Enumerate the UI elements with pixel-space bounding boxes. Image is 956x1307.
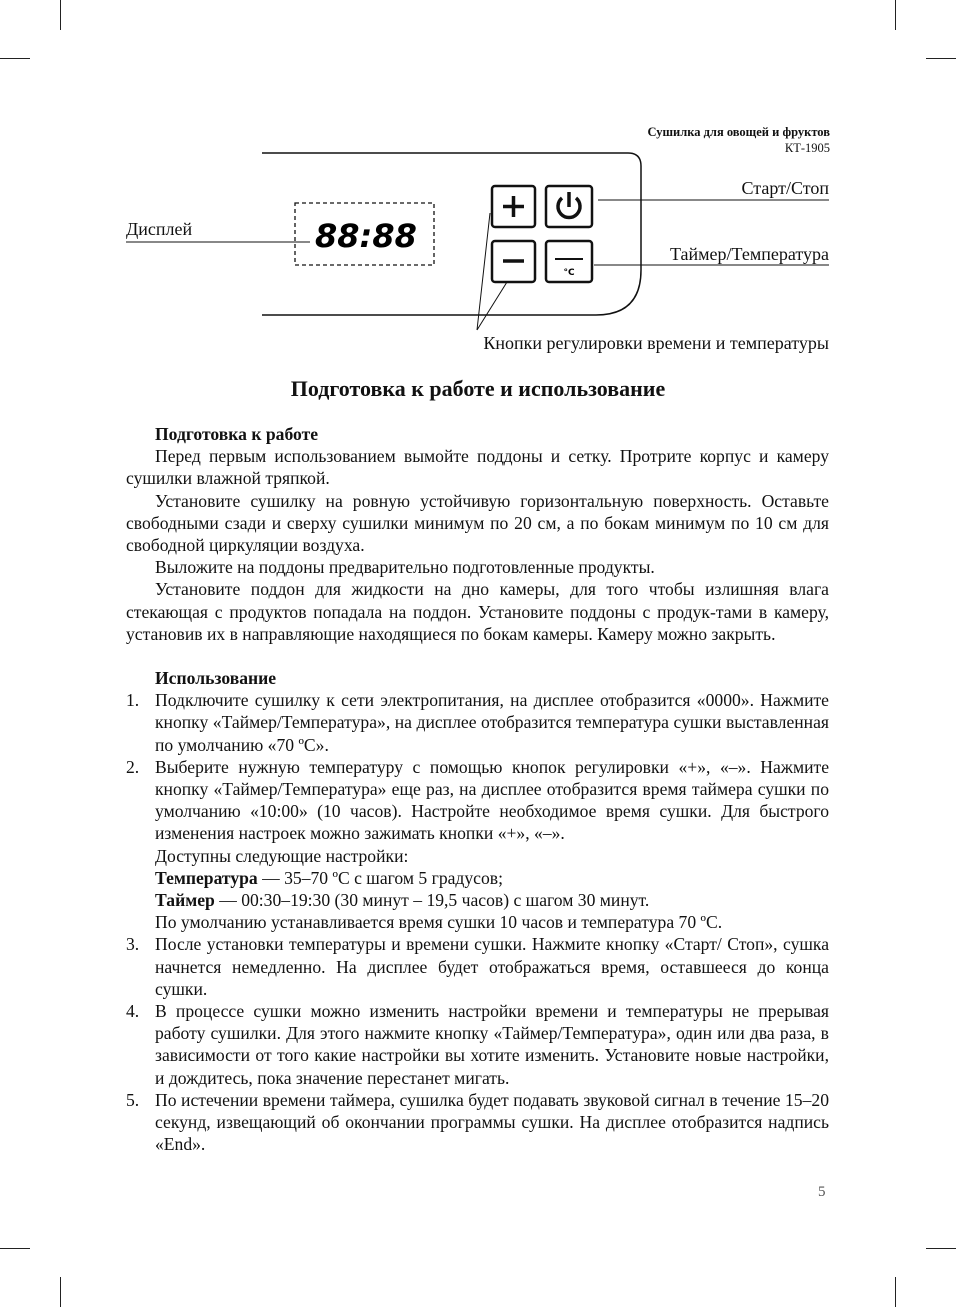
crop-mark <box>0 1248 30 1249</box>
start-stop-label: Старт/Стоп <box>741 178 829 198</box>
header-title: Сушилка для овощей и фруктов <box>647 125 830 139</box>
plus-button[interactable] <box>492 186 535 227</box>
crop-mark <box>895 1277 896 1307</box>
prep-heading: Подготовка к работе <box>155 424 319 444</box>
crop-mark <box>60 1277 61 1307</box>
minus-button[interactable] <box>492 241 535 282</box>
display-label: Дисплей <box>126 219 193 239</box>
list-item: 2. Выберите нужную температуру с помощью кнопок регулировки «+», «–». Нажмите кнопку «Таймер/Температура» еще раз, на дисплее отобразится время таймера сушки по умолчанию «10:00» (10 часов). Настройте необходимое время сушки. Для быстрого изменения настроек можно зажимать кнопки «+», «–». Доступны следующие настройки: Температура — 35–70 ºС с шагом 5 градусов; Таймер — 00:30–19:30 (30 минут – 19,5 часов) с шагом 30 минут. По умолчанию устанавливается время сушки 10 часов и температура 70 ºС. <box>126 756 829 933</box>
page-body <box>126 423 829 1156</box>
timer-temperature-label: Таймер/Температура <box>669 244 829 264</box>
crop-mark <box>926 1248 956 1249</box>
usage-heading: Использование <box>155 668 277 689</box>
usage-list <box>126 689 829 1155</box>
prep-paragraph: Перед первым использованием вымойте поддоны и сетку. Протрите корпус и камеру сушилки влажной тряпкой. <box>126 446 829 489</box>
celsius-icon: °C <box>563 268 575 278</box>
prep-paragraph: Установите поддон для жидкости на дно камеры, для того чтобы излишняя влага стекающая с продуктов попадала на поддон. Установите поддоны с продук-тами в камеру, установив их в направляющие находящиеся по бокам камеры. Камеру можно закрыть. <box>126 579 829 644</box>
prep-paragraph: Установите сушилку на ровную устойчивую горизонтальную поверхность. Оставьте свободными сзади и сверху сушилки минимум по 20 см, а по бокам минимум по 10 см для свободной циркуляции воздуха. <box>126 490 829 556</box>
prep-paragraph: Выложите на поддоны предварительно подготовленные продукты. <box>155 557 655 578</box>
page-number: 5 <box>818 1184 826 1200</box>
list-item: 1. Подключите сушилку к сети электропитания, на дисплее отобразится «0000». Нажмите кнопку «Таймер/Температура», на дисплее отобразится температура сушки выставленная по умолчанию «70 ºС». <box>126 690 829 755</box>
list-item: 4. В процессе сушки можно изменить настройки времени и температуры не прерывая работу сушилки. Для этого нажмите кнопку «Таймер/Температура», один или два раза, в зависимости от того какие настройки вы хотите изменить. Установите новые настройки, и дождитесь, пока значение перестанет мигать. <box>126 1001 829 1088</box>
timer-temperature-button[interactable] <box>546 241 592 282</box>
section-title: Подготовка к работе и использование <box>290 376 666 401</box>
header-model: КТ-1905 <box>784 141 830 155</box>
display-digits: 88:88 <box>315 217 417 255</box>
adjust-buttons-label: Кнопки регулировки времени и температуры <box>483 333 829 353</box>
power-button[interactable] <box>546 186 592 227</box>
list-item: 5. По истечении времени таймера, сушилка будет подавать звуковой сигнал в течение 15–20 секунд, извещающий об окончании программы сушки. На дисплее отобразится надпись «End». <box>126 1089 829 1155</box>
list-item: 3. После установки температуры и времени сушки. Нажмите кнопку «Старт/ Стоп», сушка начнется немедленно. На дисплее будет отображаться время, оставшееся до конца сушки. <box>126 934 829 999</box>
